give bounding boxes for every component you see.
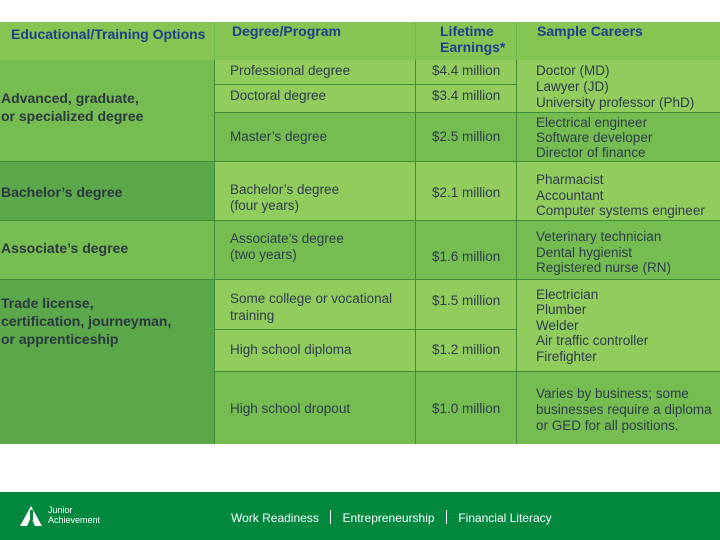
edu-line: Associate’s degree xyxy=(1,240,129,256)
degree-cell-masters xyxy=(215,113,415,161)
degree-cell-hs-diploma xyxy=(215,330,415,371)
header-degree xyxy=(215,22,415,60)
degree-cell-professional xyxy=(215,60,415,84)
degree-text: Professional degree xyxy=(230,63,351,78)
earnings-value: $1.0 million xyxy=(432,401,501,416)
degree-cell-bachelor xyxy=(215,162,415,220)
career-item: Software developer xyxy=(536,130,653,145)
career-item: Pharmacist xyxy=(536,172,604,187)
degree-text: (two years) xyxy=(230,247,297,262)
header-careers xyxy=(517,22,720,60)
earnings-cell xyxy=(416,280,516,329)
degree-text: (four years) xyxy=(230,198,300,213)
earnings-cell xyxy=(416,330,516,371)
header-education-label: Educational/Training Options xyxy=(11,26,206,42)
junior-achievement-logo-icon xyxy=(18,502,44,528)
header-education xyxy=(0,22,214,60)
degree-text: High school dropout xyxy=(230,401,351,416)
logo-line: Junior xyxy=(48,505,73,515)
degree-text: Bachelor’s degree xyxy=(230,182,340,197)
earnings-value: $4.4 million xyxy=(432,63,501,78)
edu-group-trade xyxy=(0,280,214,444)
footer-nav xyxy=(231,510,552,525)
footer-nav-entrepreneurship[interactable]: Entrepreneurship xyxy=(342,511,435,525)
degree-cell-associate xyxy=(215,221,415,279)
grid-line xyxy=(0,161,720,162)
grid-line xyxy=(214,60,215,444)
degree-text: Some college or vocational xyxy=(230,291,393,306)
career-item: Welder xyxy=(536,318,579,333)
earnings-table xyxy=(0,22,720,444)
career-item: or GED for all positions. xyxy=(536,418,679,433)
edu-line: Bachelor’s degree xyxy=(1,184,123,200)
grid-line xyxy=(214,371,720,372)
earnings-value: $1.5 million xyxy=(432,293,501,308)
career-item: Accountant xyxy=(536,188,604,203)
careers-group-advanced-2 xyxy=(517,113,720,161)
career-item: businesses require a diploma xyxy=(536,402,712,417)
earnings-value: $1.6 million xyxy=(432,249,501,264)
edu-group-bachelor xyxy=(0,162,214,220)
logo-line: Achievement xyxy=(48,515,101,525)
edu-line: or apprenticeship xyxy=(1,331,119,347)
footer-separator xyxy=(446,510,447,524)
career-item: Lawyer (JD) xyxy=(536,79,609,94)
degree-text: training xyxy=(230,308,275,323)
degree-cell-doctoral xyxy=(215,85,415,112)
career-item: Firefighter xyxy=(536,349,597,364)
career-item: Computer systems engineer xyxy=(536,203,705,218)
grid-line xyxy=(0,279,720,280)
earnings-cell xyxy=(416,113,516,161)
earnings-cell xyxy=(416,85,516,112)
career-item: Varies by business; some xyxy=(536,386,689,401)
footer-nav-financial-literacy[interactable]: Financial Literacy xyxy=(458,511,552,525)
earnings-value: $2.1 million xyxy=(432,185,501,200)
degree-text: Master’s degree xyxy=(230,129,328,144)
edu-line: or specialized degree xyxy=(1,108,144,124)
footer-nav-work-readiness[interactable]: Work Readiness xyxy=(231,511,319,525)
degree-cell-some-college xyxy=(215,280,415,329)
earnings-cell xyxy=(416,162,516,220)
header-earnings xyxy=(416,22,516,60)
grid-line xyxy=(214,84,516,85)
grid-line xyxy=(415,60,416,444)
career-item: Air traffic controller xyxy=(536,333,649,348)
grid-line xyxy=(214,112,720,113)
edu-line: certification, journeyman, xyxy=(1,313,172,329)
career-item: University professor (PhD) xyxy=(536,95,695,110)
careers-group-bachelor xyxy=(517,162,720,220)
earnings-cell xyxy=(416,372,516,444)
earnings-cell xyxy=(416,221,516,279)
careers-group-dropout xyxy=(517,372,720,444)
edu-line: Advanced, graduate, xyxy=(1,90,139,106)
footer-bar xyxy=(0,492,720,540)
career-item: Director of finance xyxy=(536,145,646,160)
careers-group-trade xyxy=(517,280,720,371)
careers-group-advanced-1 xyxy=(517,60,720,112)
edu-group-advanced xyxy=(0,60,214,161)
career-item: Electrician xyxy=(536,287,599,302)
header-careers-label: Sample Careers xyxy=(537,23,643,39)
degree-text: High school diploma xyxy=(230,342,352,357)
grid-line xyxy=(0,220,720,221)
career-item: Dental hygienist xyxy=(536,245,633,260)
degree-text: Associate’s degree xyxy=(230,231,344,246)
degree-text: Doctoral degree xyxy=(230,88,327,103)
logo-wordmark xyxy=(48,505,100,525)
earnings-value: $3.4 million xyxy=(432,88,501,103)
header-degree-label: Degree/Program xyxy=(232,23,341,39)
earnings-value: $2.5 million xyxy=(432,129,501,144)
footer-separator xyxy=(330,510,331,524)
career-item: Electrical engineer xyxy=(536,115,648,130)
career-item: Doctor (MD) xyxy=(536,63,610,78)
edu-line: Trade license, xyxy=(1,295,94,311)
grid-line xyxy=(214,329,516,330)
earnings-value: $1.2 million xyxy=(432,342,501,357)
header-earnings-line1: Lifetime xyxy=(440,23,494,39)
grid-line xyxy=(516,60,517,444)
career-item: Veterinary technician xyxy=(536,229,662,244)
header-earnings-line2: Earnings* xyxy=(440,39,506,55)
edu-group-associate xyxy=(0,221,214,279)
career-item: Registered nurse (RN) xyxy=(536,260,672,275)
careers-group-associate xyxy=(517,221,720,279)
earnings-cell xyxy=(416,60,516,84)
career-item: Plumber xyxy=(536,302,587,317)
degree-cell-hs-dropout xyxy=(215,372,415,444)
